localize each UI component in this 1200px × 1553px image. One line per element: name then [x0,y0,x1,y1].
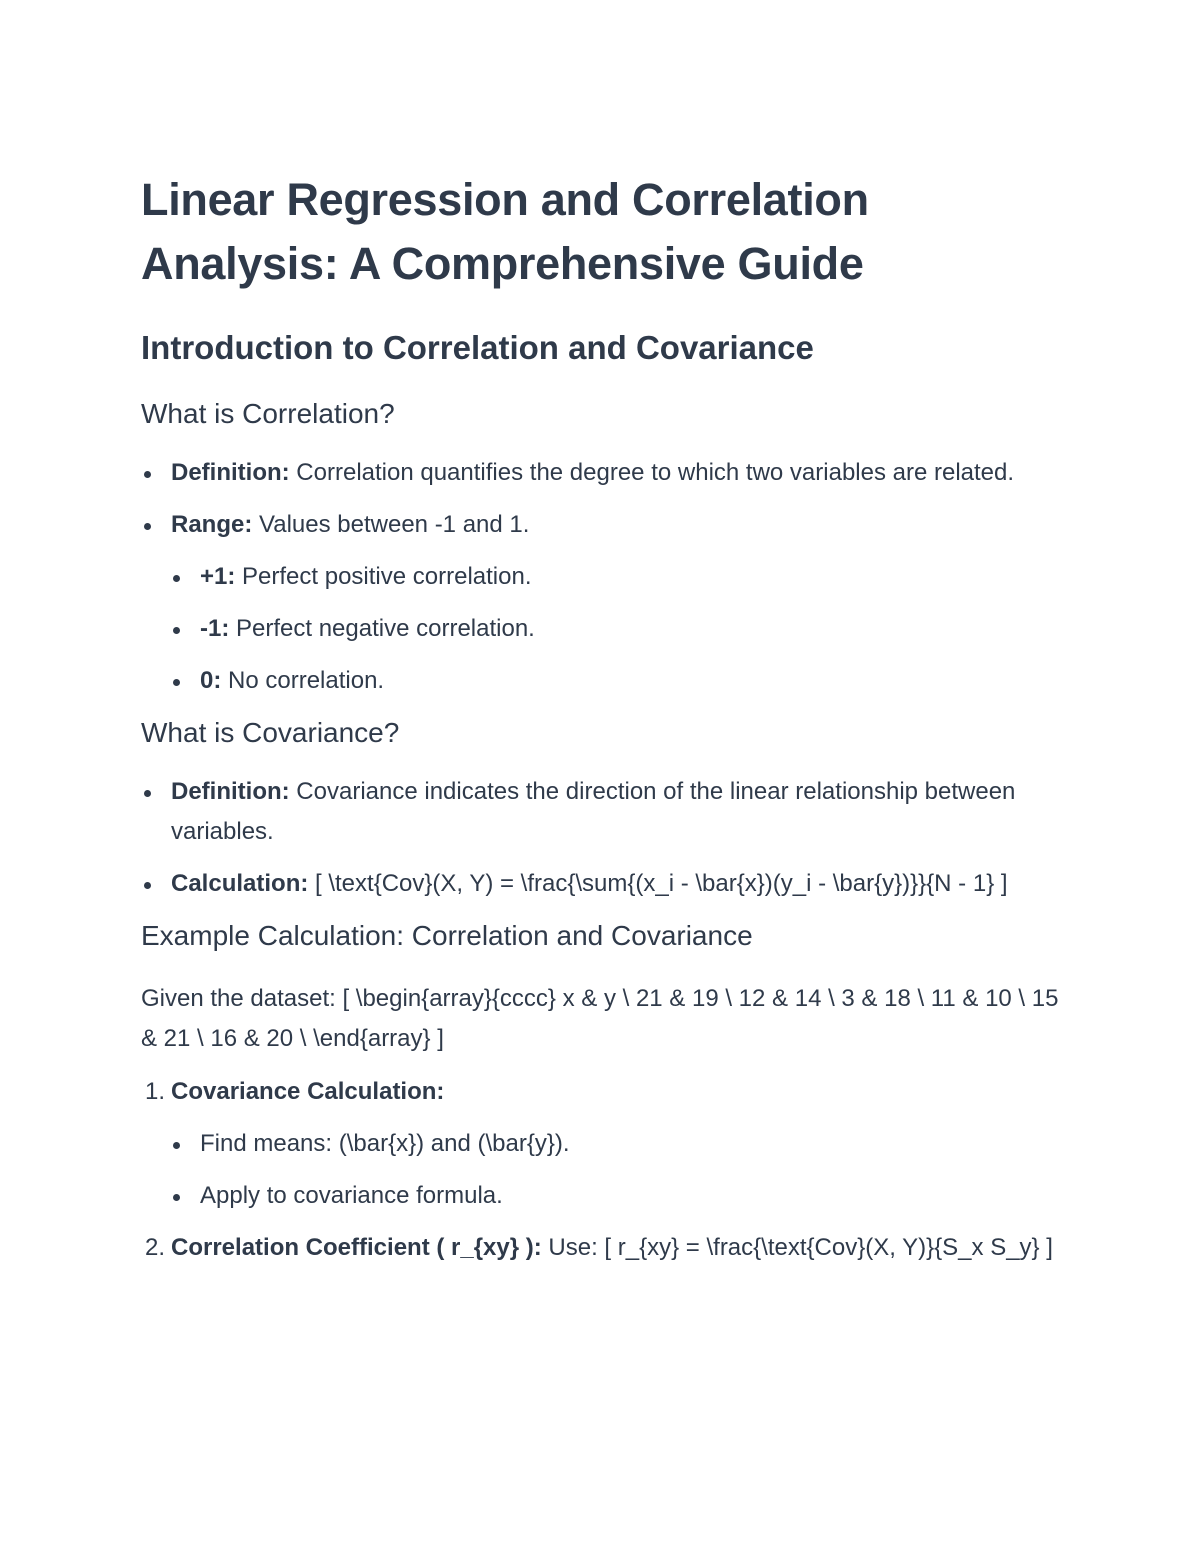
item-text: Perfect positive correlation. [235,563,532,590]
list-item [171,557,1071,597]
correlation-list [141,453,1071,701]
document-page [141,168,1071,1280]
item-text: Covariance indicates the direction of the linear relationship between variables. [171,778,1016,845]
correlation-heading: What is Correlation? [141,398,395,429]
list-item [171,661,1071,701]
list-item [141,453,1071,493]
item-text: [ \text{Cov}(X, Y) = \frac{\sum{(x_i - \bar{x})(y_i - \bar{y})}}{N - 1} ] [308,870,1008,897]
list-item [141,505,1071,701]
step-number: 2. [145,1234,166,1261]
bullet-icon [144,523,151,530]
item-label: Covariance Calculation: [171,1078,445,1105]
item-text: Apply to covariance formula. [200,1182,503,1209]
item-text: Find means: (\bar{x}) and (\bar{y}). [200,1130,570,1157]
item-label: Definition: [171,459,290,486]
item-label: Correlation Coefficient ( r_{xy} ): [171,1234,542,1261]
list-item [171,609,1071,649]
dataset-paragraph: Given the dataset: [ \begin{array}{cccc} x & y \ 21 & 19 \ 12 & 14 \ 3 & 18 \ 11 & 10 \ 15 & 21 \ 16 & 20 \ \end{array} ] [141,985,1059,1052]
bullet-icon [144,882,151,889]
item-label: Range: [171,511,253,538]
item-label: Definition: [171,778,290,805]
document-title: Linear Regression and Correlation Analysis: A Comprehensive Guide [141,174,869,289]
covariance-heading: What is Covariance? [141,717,400,748]
bullet-icon [173,1142,180,1149]
bullet-icon [173,1194,180,1201]
item-label: +1: [200,563,236,590]
list-item [141,1228,1071,1268]
item-text: Perfect negative correlation. [229,615,535,642]
bullet-icon [144,790,151,797]
item-text: Use: [ r_{xy} = \frac{\text{Cov}(X, Y)}{S_x S_y} ] [541,1234,1053,1261]
list-item [141,1072,1071,1216]
item-label: Calculation: [171,870,309,897]
list-item [171,1176,1071,1216]
steps-list [141,1072,1071,1268]
list-item [141,772,1071,852]
section-heading: Introduction to Correlation and Covariance [141,329,814,366]
list-item [141,864,1071,904]
bullet-icon [173,679,180,686]
item-text: Correlation quantifies the degree to which two variables are related. [289,459,1015,486]
example-heading: Example Calculation: Correlation and Covariance [141,920,753,951]
bullet-icon [173,627,180,634]
bullet-icon [144,471,151,478]
range-sub-list [171,557,1071,701]
list-item [171,1124,1071,1164]
item-label: -1: [200,615,230,642]
step-number: 1. [145,1078,166,1105]
item-text: No correlation. [221,667,385,694]
item-text: Values between -1 and 1. [252,511,530,538]
bullet-icon [173,575,180,582]
step-sub-list [171,1124,1071,1216]
covariance-list [141,772,1071,904]
item-label: 0: [200,667,222,694]
